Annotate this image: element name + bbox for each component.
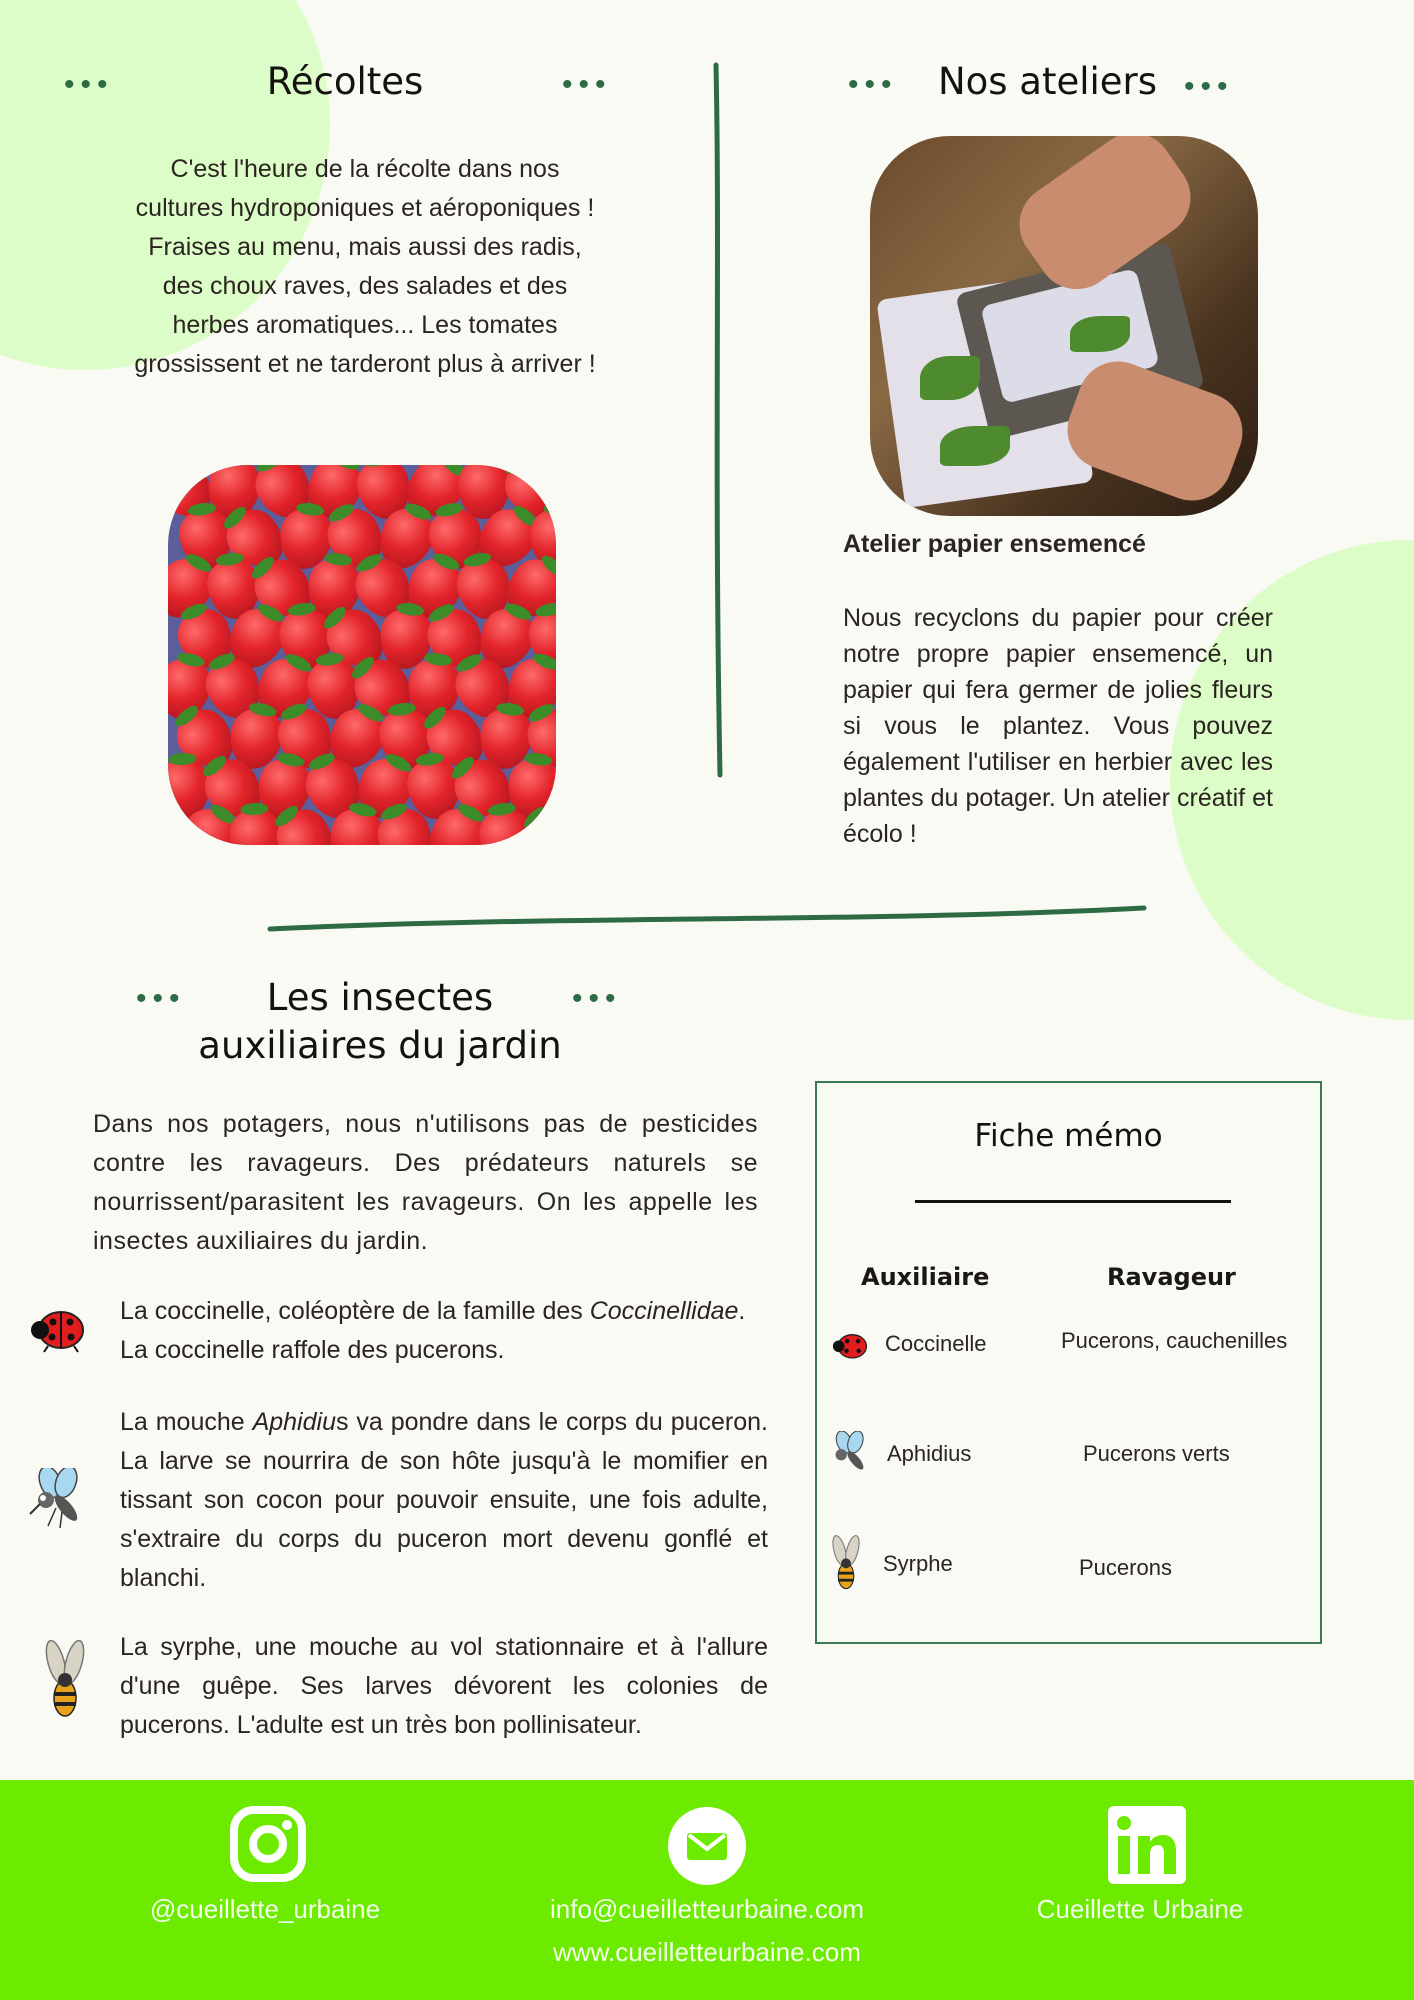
horizontal-divider: [260, 895, 1160, 935]
email-address[interactable]: info@cueilletteurbaine.com: [549, 1894, 864, 1924]
ateliers-subtitle: Atelier papier ensemencé: [843, 530, 1146, 558]
dots-decoration: •••: [1184, 70, 1234, 103]
ladybug-icon: [28, 1302, 90, 1354]
memo-title: Fiche mémo: [974, 1118, 1163, 1154]
dots-decoration: •••: [64, 68, 114, 101]
footer: [0, 1780, 1414, 2000]
memo-col-ravageur: Ravageur: [1107, 1263, 1236, 1291]
email-icon[interactable]: [667, 1806, 747, 1886]
memo-row-ravageur: Pucerons, cauchenilles: [1061, 1328, 1288, 1353]
hoverfly-icon: [827, 1535, 865, 1593]
coccinelle-family: Coccinellidae: [589, 1297, 739, 1325]
coccinelle-text-b: . La coccinelle raffole des pucerons.: [120, 1297, 746, 1364]
aphidius-text-a: La mouche: [120, 1408, 253, 1436]
coccinelle-text: [120, 1292, 768, 1370]
recoltes-text: C'est l'heure de la récolte dans nos cultures hydroponiques et aéroponiques ! Fraises au menu, mais aussi des radis, des choux raves, des salades et des herbes aromatiques... Les tomates grossissent et ne tarderont plus à arriver !: [134, 155, 596, 378]
memo-row-auxiliaire: Aphidius: [887, 1441, 972, 1466]
aphidius-text-b: s va pondre dans le corps du puceron. La larve se nourrira de son hôte jusqu'à le momifier en tissant son cocon pour pouvoir ensuite, une fois adulte, s'extraire du corps du puceron mort devenu gonflé et blanchi.: [120, 1408, 768, 1592]
strawberries-image: [168, 465, 556, 845]
insectes-title-line1: Les insectes: [266, 976, 494, 1019]
aphidius-text: [120, 1403, 768, 1598]
website-link[interactable]: www.cueilletteurbaine.com: [553, 1937, 861, 1967]
linkedin-icon[interactable]: [1108, 1806, 1186, 1884]
memo-card: [815, 1081, 1322, 1644]
memo-underline: [915, 1200, 1231, 1203]
syrphe-text: La syrphe, une mouche au vol stationnaire et à l'allure d'une guêpe. Ses larves dévorent les colonies de pucerons. L'adulte est un très bon pollinisateur.: [120, 1633, 768, 1739]
memo-col-auxiliaire: Auxiliaire: [861, 1263, 990, 1291]
dots-decoration: •••: [848, 68, 898, 101]
insectes-intro: Dans nos potagers, nous n'utilisons pas de pesticides contre les ravageurs. Des prédateurs naturels se nourrissent/parasitent les ravageurs. On les appelle les insectes auxiliaires du jardin.: [93, 1110, 758, 1255]
vertical-divider: [700, 60, 740, 780]
ateliers-text: Nous recyclons du papier pour créer notre propre papier ensemencé, un papier qui fera germer de jolies fleurs si vous le plantez. Vous pouvez également l'utiliser en herbier avec les plantes du potager. Un atelier créatif et écolo !: [843, 604, 1273, 848]
mosquito-icon: [26, 1468, 88, 1530]
hoverfly-icon: [38, 1640, 92, 1722]
insectes-title: [180, 974, 580, 1070]
ateliers-title: Nos ateliers: [937, 60, 1158, 103]
memo-row-ravageur: Pucerons: [1079, 1555, 1172, 1580]
mosquito-icon: [827, 1431, 871, 1477]
insectes-title-line2: auxiliaires du jardin: [198, 1024, 562, 1067]
coccinelle-text-a: La coccinelle, coléoptère de la famille des: [120, 1297, 590, 1325]
memo-row-auxiliaire: Syrphe: [883, 1551, 953, 1576]
dots-decoration: •••: [572, 982, 622, 1015]
instagram-icon[interactable]: [230, 1806, 306, 1882]
ladybug-icon: [831, 1328, 871, 1362]
dots-decoration: •••: [136, 982, 186, 1015]
memo-row-ravageur: Pucerons verts: [1083, 1441, 1230, 1466]
recoltes-title: Récoltes: [266, 60, 424, 103]
memo-row-auxiliaire: Coccinelle: [885, 1331, 987, 1356]
linkedin-name[interactable]: Cueillette Urbaine: [1036, 1894, 1244, 1924]
aphidius-italic: Aphidiu: [252, 1408, 336, 1436]
instagram-handle[interactable]: @cueillette_urbaine: [149, 1894, 381, 1924]
paper-workshop-image: [870, 136, 1258, 516]
dots-decoration: •••: [562, 68, 612, 101]
